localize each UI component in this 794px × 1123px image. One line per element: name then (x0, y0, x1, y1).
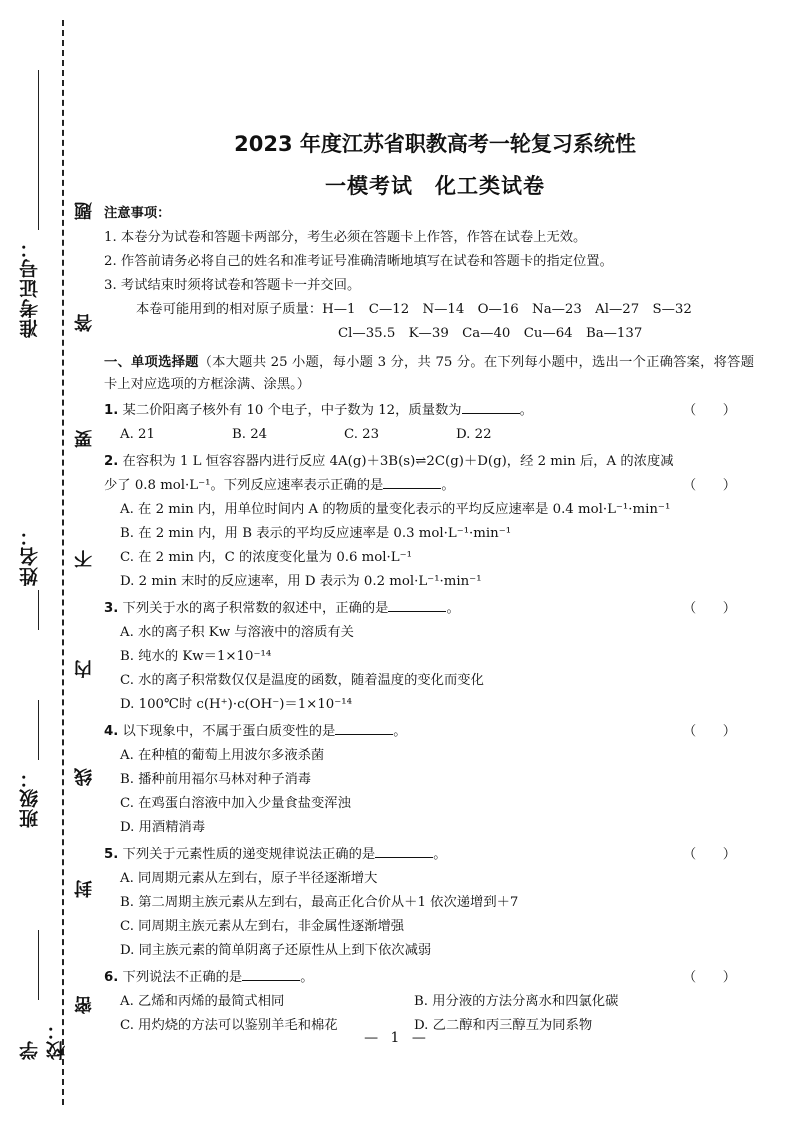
class-label: 班级： (19, 768, 41, 828)
option-b[interactable]: B. 24 (232, 427, 268, 442)
question-stem (104, 450, 754, 498)
name-label: 姓名： (19, 526, 41, 586)
question-text-end: 。 (393, 724, 407, 739)
question-stem (104, 966, 754, 990)
option-d[interactable]: D. 2 min 末时的反应速率，用 D 表示为 0.2 mol·L⁻¹·min⁻¹ (120, 574, 482, 589)
option-a[interactable]: A. 同周期元素从左到右，原子半径逐渐增大 (120, 871, 378, 886)
answer-paren[interactable]: （ ） (682, 478, 736, 493)
option-c[interactable]: C. 同周期主族元素从左到右，非金属性逐渐增强 (120, 919, 405, 934)
seal-char: 题 (74, 202, 95, 220)
option-d[interactable]: D. 22 (456, 427, 492, 442)
question-number: 5. (104, 847, 119, 862)
question-stem (104, 843, 754, 867)
seal-char: 不 (74, 550, 95, 568)
name-line[interactable] (38, 590, 39, 630)
question-text-end: 。 (433, 847, 447, 862)
section-intro (104, 352, 754, 396)
notes-heading: 注意事项： (104, 206, 171, 221)
note-item: 2. 作答前请务必将自己的姓名和准考证号准确清晰地填写在试卷和答题卡的指定位置。 (104, 254, 613, 269)
answer-paren[interactable]: （ ） (682, 601, 736, 616)
class-field (12, 700, 52, 840)
option-d[interactable]: D. 100℃时 c(H⁺)·c(OH⁻)＝1×10⁻¹⁴ (120, 697, 352, 712)
question-number: 6. (104, 970, 119, 985)
answer-blank[interactable] (388, 597, 446, 612)
question-text: 下列关于水的离子积常数的叙述中，正确的是 (122, 601, 389, 616)
question-text: 某二价阳离子核外有 10 个电子，中子数为 12，质量数为 (122, 403, 462, 418)
exam-id-field (12, 70, 52, 370)
question-text: 下列说法不正确的是 (122, 970, 243, 985)
name-field (12, 500, 52, 630)
atomic-mass-line: 本卷可能用到的相对原子质量：H—1 C—12 N—14 O—16 Na—23 Al—27 S—32 (136, 302, 692, 317)
question-text: 下列关于元素性质的递变规律说法正确的是 (122, 847, 376, 862)
options (104, 990, 754, 1014)
answer-blank[interactable] (383, 474, 441, 489)
answer-paren[interactable]: （ ） (682, 970, 736, 985)
note-item: 3. 考试结束时须将试卷和答题卡一并交回。 (104, 278, 361, 293)
section-description: （本大题共 25 小题，每小题 3 分，共 75 分。在下列每小题中，选出一个正确答案，将答题卡上对应选项的方框涂满、涂黑。） (104, 355, 754, 392)
question-text: 以下现象中，不属于蛋白质变性的是 (122, 724, 336, 739)
option-c[interactable]: C. 用灼烧的方法可以鉴别羊毛和棉花 (120, 1018, 338, 1033)
question-2 (104, 450, 754, 594)
section-heading: 一、单项选择题 (104, 355, 199, 370)
options (104, 423, 754, 447)
class-line[interactable] (38, 700, 39, 760)
question-text: 在容积为 1 L 恒容容器内进行反应 4A(g)＋3B(s)⇌2C(g)＋D(g)，经 2 min 后，A 的浓度减少了 0.8 mol·L⁻¹。下列反应速率表示正确的是 (104, 454, 674, 493)
seal-char: 内 (74, 660, 95, 678)
exam-id-line[interactable] (38, 70, 39, 230)
answer-blank[interactable] (242, 966, 300, 981)
exam-title: 2023 年度江苏省职教高考一轮复习系统性 (234, 132, 636, 156)
question-stem (104, 399, 754, 423)
question-text-end: 。 (519, 403, 533, 418)
option-a[interactable]: A. 在种植的葡萄上用波尔多液杀菌 (120, 748, 325, 763)
seal-char: 封 (74, 880, 95, 898)
option-c[interactable]: C. 在 2 min 内，C 的浓度变化量为 0.6 mol·L⁻¹ (120, 550, 412, 565)
question-3 (104, 597, 754, 717)
question-4 (104, 720, 754, 840)
option-c[interactable]: C. 在鸡蛋白溶液中加入少量食盐变浑浊 (120, 796, 351, 811)
option-b[interactable]: B. 纯水的 Kw＝1×10⁻¹⁴ (120, 649, 272, 664)
option-a[interactable]: A. 乙烯和丙烯的最简式相同 (120, 994, 285, 1009)
option-b[interactable]: B. 在 2 min 内，用 B 表示的平均反应速率是 0.3 mol·L⁻¹·min⁻¹ (120, 526, 512, 541)
exam-content (104, 202, 754, 1038)
answer-paren[interactable]: （ ） (682, 724, 736, 739)
answer-paren[interactable]: （ ） (682, 403, 736, 418)
option-c[interactable]: C. 23 (344, 427, 380, 442)
page-number: — 1 — (364, 1030, 430, 1046)
question-number: 4. (104, 724, 119, 739)
seal-char: 密 (74, 996, 95, 1014)
option-a[interactable]: A. 21 (120, 427, 155, 442)
seal-char: 线 (74, 768, 95, 786)
option-b[interactable]: B. 第二周期主族元素从左到右，最高正化合价从＋1 依次递增到＋7 (120, 895, 519, 910)
option-a[interactable]: A. 水的离子积 Kw 与溶液中的溶质有关 (120, 625, 354, 640)
answer-blank[interactable] (335, 720, 393, 735)
exam-subtitle: 一模考试 化工类试卷 (325, 174, 545, 198)
option-c[interactable]: C. 水的离子积常数仅仅是温度的函数，随着温度的变化而变化 (120, 673, 484, 688)
answer-blank[interactable] (462, 399, 520, 414)
question-text-end: 。 (300, 970, 314, 985)
question-5 (104, 843, 754, 963)
option-d[interactable]: D. 同主族元素的简单阴离子还原性从上到下依次减弱 (120, 943, 432, 958)
option-d[interactable]: D. 乙二醇和丙三醇互为同系物 (414, 1018, 593, 1033)
question-1 (104, 399, 754, 447)
question-number: 1. (104, 403, 119, 418)
question-stem (104, 597, 754, 621)
question-6 (104, 966, 754, 1038)
question-number: 2. (104, 454, 119, 469)
seal-dashed-line (62, 20, 64, 1105)
school-label: 学校： (19, 1020, 68, 1060)
school-line[interactable] (38, 930, 39, 1000)
question-text-end: 。 (446, 601, 460, 616)
note-item: 1. 本卷分为试卷和答题卡两部分，考生必须在答题卡上作答，作答在试卷上无效。 (104, 230, 587, 245)
exam-id-label: 准考证号： (19, 238, 41, 338)
seal-char: 要 (74, 430, 95, 448)
question-text-end: 。 (441, 478, 455, 493)
seal-char: 答 (74, 314, 95, 332)
question-number: 3. (104, 601, 119, 616)
answer-paren[interactable]: （ ） (682, 847, 736, 862)
option-b[interactable]: B. 用分液的方法分离水和四氯化碳 (414, 994, 619, 1009)
atomic-mass-line: Cl—35.5 K—39 Ca—40 Cu—64 Ba—137 (338, 326, 643, 341)
answer-blank[interactable] (375, 843, 433, 858)
option-b[interactable]: B. 播种前用福尔马林对种子消毒 (120, 772, 312, 787)
question-stem (104, 720, 754, 744)
option-a[interactable]: A. 在 2 min 内，用单位时间内 A 的物质的量变化表示的平均反应速率是 0.4 mol·L⁻¹·min⁻¹ (120, 502, 671, 517)
option-d[interactable]: D. 用酒精消毒 (120, 820, 206, 835)
